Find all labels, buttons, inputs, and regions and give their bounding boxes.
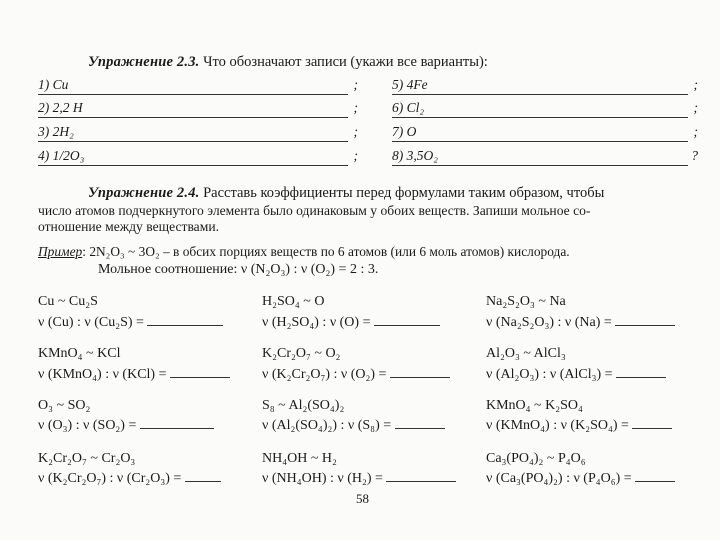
task-4-2-pair: NH₄OH ~ H₂ (262, 451, 337, 466)
ex23-label-2: 2) 2,2 H (38, 100, 83, 115)
ex24-line-3: отношение между веществами. (38, 219, 219, 234)
ex23-label-3: 3) 2H₂ (38, 124, 74, 139)
task-4-3-ratio: ν (Ca₃(PO₄)₂) : ν (P₄O₆) = (486, 469, 675, 487)
task-2-1-ratio: ν (KMnO₄) : ν (KCl) = (38, 365, 230, 383)
task-1-3-pair: Na₂S₂O₃ ~ Na (486, 294, 566, 309)
ex23-end-8: ? (691, 148, 698, 163)
task-4-1-pair: K₂Cr₂O₇ ~ Cr₂O₃ (38, 451, 136, 466)
task-1-3-ratio: ν (Na₂S₂O₃) : ν (Na) = (486, 313, 675, 331)
task-2-2-pair: K₂Cr₂O₇ ~ O₂ (262, 346, 341, 361)
ex23-label-8: 8) 3,5O₂ (392, 148, 438, 163)
task-3-3-pair: KMnO₄ ~ K₂SO₄ (486, 398, 583, 413)
answer-blank[interactable] (185, 469, 221, 482)
ex24-molar: Мольное соотношение: ν (N₂O₃) : ν (O₂) = 2 : 3. (98, 262, 379, 277)
answer-blank[interactable] (635, 469, 675, 482)
ex24-heading (88, 185, 604, 202)
answer-blank[interactable] (390, 365, 450, 378)
task-2-1-pair: KMnO₄ ~ KCl (38, 346, 121, 361)
ex23-end-6: ; (693, 100, 698, 115)
ex23-line-2 (38, 100, 358, 118)
ex24-title: Упражнение 2.4. (88, 185, 200, 201)
task-3-2-pair: S₈ ~ Al₂(SO₄)₂ (262, 398, 345, 413)
task-1-1-pair: Cu ~ Cu₂S (38, 294, 98, 309)
task-3-1-ratio: ν (O₃) : ν (SO₂) = (38, 416, 214, 434)
ex23-label-6: 6) Cl₂ (392, 100, 425, 115)
ex23-end-5: ; (693, 77, 698, 92)
ex23-end-2: ; (353, 100, 358, 115)
ex23-label-1: 1) Cu (38, 77, 69, 92)
answer-blank[interactable] (140, 416, 214, 429)
answer-blank[interactable] (374, 313, 440, 326)
task-2-3-pair: Al₂O₃ ~ AlCl₃ (486, 346, 566, 361)
answer-blank[interactable] (632, 416, 672, 429)
ex23-end-1: ; (353, 77, 358, 92)
page-number: 58 (356, 491, 369, 506)
ex23-end-7: ; (693, 124, 698, 139)
answer-blank[interactable] (147, 313, 223, 326)
ex23-line-6 (392, 100, 698, 118)
ex23-end-3: ; (353, 124, 358, 139)
task-3-1-pair: O₃ ~ SO₂ (38, 398, 91, 413)
task-2-3-ratio: ν (Al₂O₃) : ν (AlCl₃) = (486, 365, 666, 383)
ex24-example-text: : 2N₂O₃ ~ 3O₂ – в обсих порциях веществ по 6 атомов (или 6 моль атомов) кислорода. (82, 244, 570, 259)
answer-blank[interactable] (395, 416, 445, 429)
ex23-heading (88, 54, 488, 71)
answer-blank[interactable] (386, 469, 456, 482)
ex23-label-5: 5) 4Fe (392, 77, 428, 92)
ex23-line-4 (38, 148, 358, 166)
ex24-example-label: Пример (38, 244, 83, 259)
task-1-2-ratio: ν (H₂SO₄) : ν (O) = (262, 313, 440, 331)
ex23-end-4: ; (353, 148, 358, 163)
ex23-line-7 (392, 124, 698, 142)
task-1-2-pair: H₂SO₄ ~ O (262, 294, 325, 309)
ex23-question: Что обозначают записи (укажи все варианты): (203, 54, 488, 70)
ex24-example (38, 244, 570, 260)
task-2-2-ratio: ν (K₂Cr₂O₇) : ν (O₂) = (262, 365, 450, 383)
task-4-1-ratio: ν (K₂Cr₂O₇) : ν (Cr₂O₃) = (38, 469, 221, 487)
answer-blank[interactable] (170, 365, 230, 378)
ex23-label-7: 7) O (392, 124, 417, 139)
ex23-line-1 (38, 77, 358, 95)
ex23-line-5 (392, 77, 698, 95)
ex23-line-8 (392, 148, 698, 166)
ex24-line-2: число атомов подчеркнутого элемента было одинаковым у обоих веществ. Запиши мольное со- (38, 203, 591, 218)
task-4-3-pair: Ca₃(PO₄)₂ ~ P₄O₆ (486, 451, 586, 466)
task-3-3-ratio: ν (KMnO₄) : ν (K₂SO₄) = (486, 416, 672, 434)
ex24-line-1: Расставь коэффициенты перед формулами таким образом, чтобы (203, 185, 605, 201)
task-3-2-ratio: ν (Al₂(SO₄)₂) : ν (S₈) = (262, 416, 445, 434)
task-4-2-ratio: ν (NH₄OH) : ν (H₂) = (262, 469, 456, 487)
task-1-1-ratio: ν (Cu) : ν (Cu₂S) = (38, 313, 223, 331)
answer-blank[interactable] (615, 313, 675, 326)
ex23-title: Упражнение 2.3. (88, 54, 200, 70)
ex23-label-4: 4) 1/2O₃ (38, 148, 85, 163)
answer-blank[interactable] (616, 365, 666, 378)
ex23-line-3 (38, 124, 358, 142)
